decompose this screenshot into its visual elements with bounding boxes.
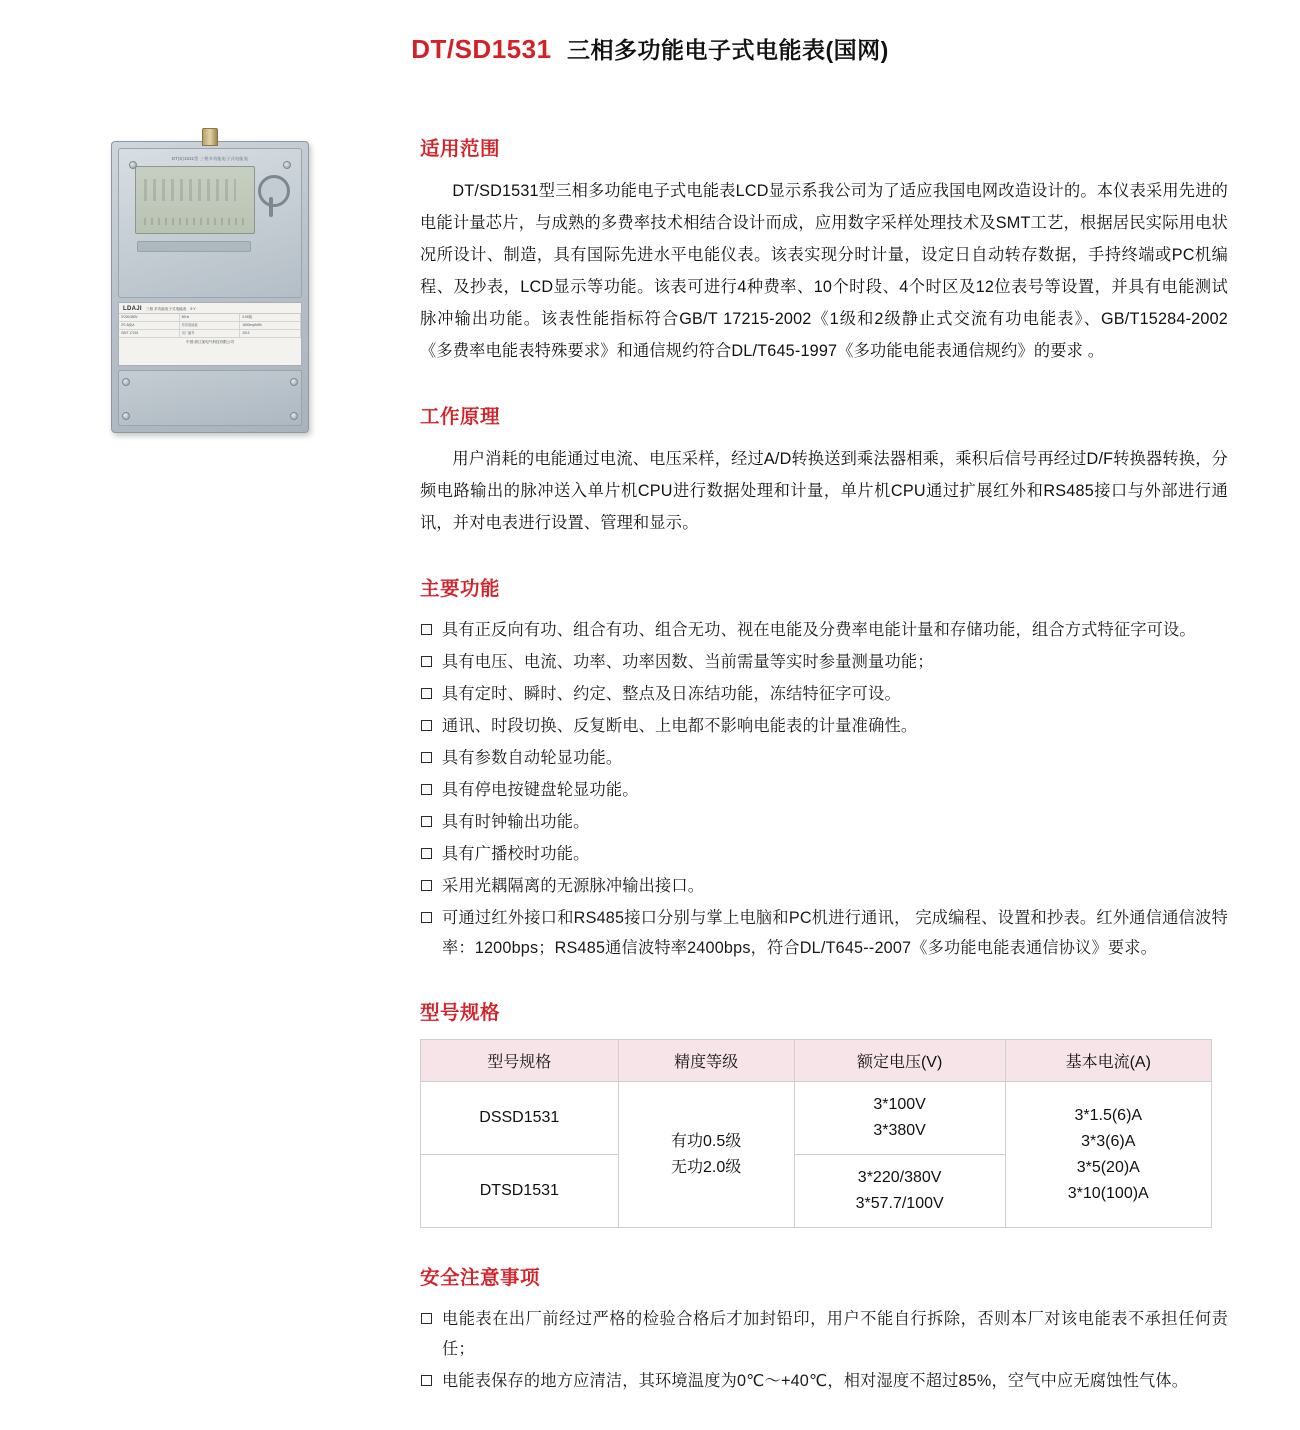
column-header-model: 型号规格 — [421, 1040, 619, 1082]
cell-current-line3: 3*5(20)A — [1076, 1158, 1140, 1176]
checkbox-icon — [421, 752, 432, 763]
nameplate-cell: 3*220/380V — [119, 314, 180, 322]
page-title-model: DT/SD1531 — [411, 34, 552, 64]
cell-accuracy — [618, 1082, 794, 1228]
list-item-text: 通讯、时段切换、反复断电、上电都不影响电能表的计量准确性。 — [442, 717, 918, 735]
lcd-secondary-row — [144, 218, 244, 225]
section-principle — [420, 401, 1228, 539]
nameplate-company: 中国·浙江加电气科技有限公司 — [186, 340, 234, 345]
section-functions-heading: 主要功能 — [420, 578, 501, 600]
table-header-row — [421, 1040, 1212, 1082]
nameplate-cell: 50Hz — [180, 314, 241, 322]
section-safety-heading: 安全注意事项 — [420, 1267, 541, 1289]
dial-knob — [258, 175, 290, 207]
dial-stem — [269, 197, 273, 217]
checkbox-icon — [421, 1375, 432, 1386]
meter-nameplate — [118, 302, 302, 366]
list-item — [420, 839, 1228, 869]
list-item-text: 采用光耦隔离的无源脉冲输出接口。 — [442, 877, 705, 895]
list-item-text: 具有定时、瞬时、约定、整点及日冻结功能，冻结特征字可设。 — [442, 685, 901, 703]
meter-lcd-display — [135, 166, 255, 234]
list-item-text: 可通过红外接口和RS485接口分别与掌上电脑和PC机进行通讯， 完成编程、设置和抄表。红外通信通信波特率：1200bps；RS485通信波特率2400bps，符合DL/T645--2007《多功能电能表通信协议》要求。 — [442, 909, 1228, 957]
section-spec-heading: 型号规格 — [420, 1002, 501, 1024]
checkbox-icon — [421, 624, 432, 635]
nameplate-header — [119, 303, 301, 314]
column-header-accuracy: 精度等级 — [618, 1040, 794, 1082]
cell-voltage-line1: 3*220/380V — [857, 1169, 942, 1186]
cell-voltage — [794, 1082, 1005, 1155]
list-item — [420, 711, 1228, 741]
checkbox-icon — [421, 848, 432, 859]
nameplate-cell: 有功电能表 — [180, 322, 241, 330]
section-spec — [420, 997, 1228, 1228]
page-title-name: 三相多功能电子式电能表(国网) — [566, 37, 889, 63]
section-scope-heading: 适用范围 — [420, 138, 501, 160]
list-item-text: 电能表在出厂前经过严格的检验合格后才加封铅印，用户不能自行拆除，否则本厂对该电能表不承担任何责任； — [442, 1310, 1228, 1358]
product-image-meter — [111, 141, 309, 433]
screw-icon — [122, 412, 130, 420]
checkbox-icon — [421, 720, 432, 731]
nameplate-cell: 2013 — [240, 330, 301, 338]
table-row — [421, 1082, 1212, 1155]
cell-model: DSSD1531 — [421, 1082, 619, 1155]
cell-current — [1005, 1082, 1211, 1228]
checkbox-icon — [421, 816, 432, 827]
section-principle-heading: 工作原理 — [420, 406, 501, 428]
list-item-text: 具有电压、电流、功率、功率因数、当前需量等实时参量测量功能； — [442, 653, 934, 671]
checkbox-icon — [421, 656, 432, 667]
checkbox-icon — [421, 912, 432, 923]
spec-table — [420, 1039, 1212, 1228]
checkbox-icon — [421, 784, 432, 795]
text-column — [420, 75, 1300, 1430]
cell-voltage — [794, 1155, 1005, 1228]
page-title — [0, 0, 1300, 75]
list-item-text: 具有参数自动轮显功能。 — [442, 749, 623, 767]
lcd-digits — [144, 179, 236, 201]
brand-logo: LDAJI — [123, 306, 142, 312]
cell-current-line1: 3*1.5(6)A — [1074, 1106, 1143, 1124]
list-item — [420, 903, 1228, 963]
nameplate-warranty: 5 Y — [190, 307, 196, 311]
screw-icon — [283, 161, 291, 169]
cell-current-line4: 3*10(100)A — [1067, 1184, 1149, 1202]
checkbox-icon — [421, 880, 432, 891]
checkbox-icon — [421, 688, 432, 699]
nameplate-cell: 0.5S级 — [240, 314, 301, 322]
section-safety — [420, 1262, 1228, 1396]
nameplate-cell: GB/T 17215 — [119, 330, 180, 338]
list-item — [420, 1366, 1228, 1396]
safety-list — [420, 1304, 1228, 1396]
cell-model: DTSD1531 — [421, 1155, 619, 1228]
cell-accuracy-line1: 有功0.5级 — [671, 1132, 742, 1150]
screw-icon — [290, 412, 298, 420]
list-item-text: 具有时钟输出功能。 — [442, 813, 590, 831]
meter-dial — [255, 169, 289, 221]
list-item-text: 具有广播校时功能。 — [442, 845, 590, 863]
list-item — [420, 1304, 1228, 1364]
meter-hanger — [202, 128, 218, 146]
meter-upper-housing — [118, 148, 302, 298]
column-header-current: 基本电流(A) — [1005, 1040, 1211, 1082]
screw-icon — [129, 161, 137, 169]
nameplate-spec-grid — [119, 314, 301, 338]
list-item-text: 电能表保存的地方应清洁，其环境温度为0℃～+40℃，相对湿度不超过85%，空气中应无腐蚀性气体。 — [442, 1372, 1189, 1390]
cell-current-line2: 3*3(6)A — [1081, 1132, 1136, 1150]
list-item-text: 具有正反向有功、组合有功、组合无功、视在电能及分费率电能计量和存储功能，组合方式特征字可设。 — [442, 621, 1196, 639]
nameplate-title: 三相 多功能电子式电能表 — [145, 306, 187, 311]
list-item — [420, 743, 1228, 773]
list-item — [420, 679, 1228, 709]
list-item-text: 具有停电按键盘轮显功能。 — [442, 781, 639, 799]
list-item — [420, 615, 1228, 645]
nameplate-cell: 1600imp/kWh — [240, 322, 301, 330]
content-wrapper — [0, 75, 1300, 1430]
nameplate-cell: 3*1.5(6)A — [119, 322, 180, 330]
meter-terminal-cover — [118, 370, 302, 426]
meter-button-row — [137, 241, 251, 252]
nameplate-cell: 出厂编号 — [180, 330, 241, 338]
product-image-column — [0, 75, 420, 433]
section-scope — [420, 133, 1228, 367]
section-scope-body: DT/SD1531型三相多功能电子式电能表LCD显示系我公司为了适应我国电网改造设计的。本仪表采用先进的电能计量芯片，与成熟的多费率技术相结合设计而成，应用数字采样处理技术及SMT工艺，根据居民实际用电状况所设计、制造，具有国际先进水平电能仪表。该表实现分时计量，设定日自动转存数据，手持终端或PC机编程、及抄表，LCD显示等功能。该表可进行4种费率、10个时段、4个时区及12位表号等设置，并具有电能测试脉冲输出功能。该表性能指标符合GB/T 17215-2002《1级和2级静止式交流有功电能表》、GB/T15284-2002《多费率电能表特殊要求》和通信规约符合DL/T645-1997《多功能电能表通信规约》的要求 。 — [420, 182, 1228, 360]
functions-list — [420, 615, 1228, 963]
list-item — [420, 871, 1228, 901]
meter-top-caption: DT(S)1531型 三相多功能电子式电能表 — [171, 156, 249, 161]
cell-voltage-line1: 3*100V — [873, 1096, 926, 1113]
screw-icon — [122, 378, 130, 386]
cell-voltage-line2: 3*380V — [873, 1122, 926, 1139]
section-functions — [420, 573, 1228, 963]
list-item — [420, 647, 1228, 677]
section-principle-body: 用户消耗的电能通过电流、电压采样，经过A/D转换送到乘法器相乘，乘积后信号再经过D/F转换器转换，分频电路输出的脉冲送入单片机CPU进行数据处理和计量，单片机CPU通过扩展红外和RS485接口与外部进行通讯，并对电表进行设置、管理和显示。 — [420, 450, 1228, 532]
checkbox-icon — [421, 1313, 432, 1324]
screw-icon — [290, 378, 298, 386]
column-header-voltage: 额定电压(V) — [794, 1040, 1005, 1082]
list-item — [420, 807, 1228, 837]
cell-accuracy-line2: 无功2.0级 — [671, 1158, 742, 1176]
list-item — [420, 775, 1228, 805]
cell-voltage-line2: 3*57.7/100V — [855, 1195, 944, 1212]
